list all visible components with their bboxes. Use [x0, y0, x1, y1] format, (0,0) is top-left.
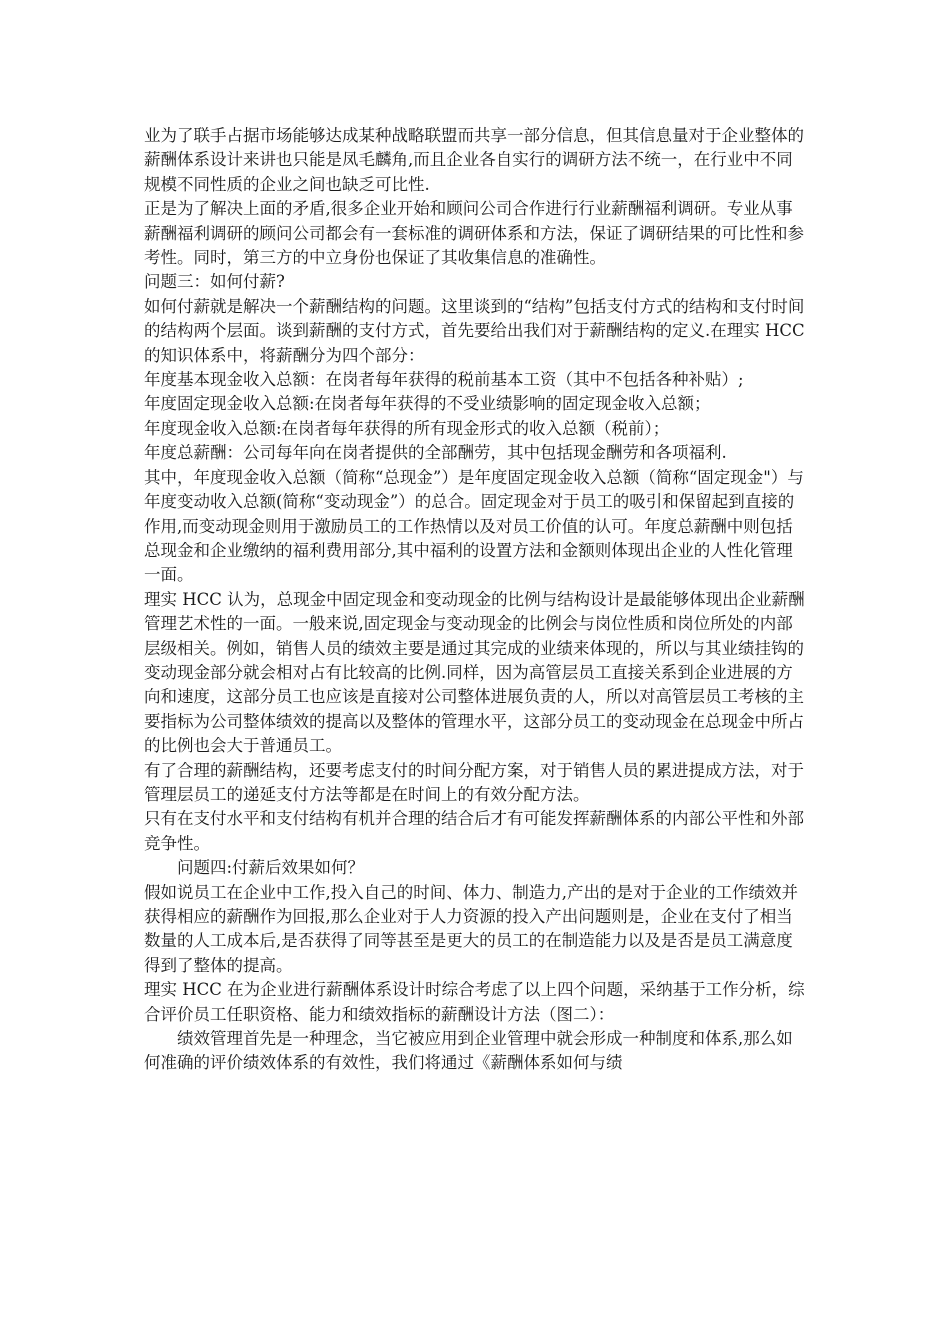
- paragraph-survey-limits: 业为了联手占据市场能够达成某种战略联盟而共享一部分信息，但其信息量对于企业整体的薪酬体系设计来讲也只能是凤毛麟角,而且企业各自实行的调研方法不统一，在行业中不同规模不同性质的企业之间也缺乏可比性.: [144, 126, 804, 194]
- paragraph-fairness-competitiveness: 只有在支付水平和支付结构有机并合理的结合后才有可能发挥薪酬体系的内部公平性和外部竞争性。: [144, 809, 804, 853]
- paragraph-annual-base-cash: 年度基本现金收入总额：在岗者每年获得的税前基本工资（其中不包括各种补贴）;: [144, 370, 744, 390]
- heading-question-three: 问题三：如何付薪?: [144, 272, 285, 292]
- paragraph-input-output: 假如说员工在企业中工作,投入自己的时间、体力、制造力,产出的是对于企业的工作绩效并获得相应的薪酬作为回报,那么企业对于人力资源的投入产出问题则是，企业在支付了相当数量的人工成本后,是否获得了同等甚至是更大的员工的在制造能力以及是否是员工满意度得到了整体的提高。: [144, 882, 798, 975]
- paragraph-annual-fixed-cash: 年度固定现金收入总额:在岗者每年获得的不受业绩影响的固定现金收入总额；: [144, 394, 711, 414]
- paragraph-fixed-variable-ratio: 理实 HCC 认为，总现金中固定现金和变动现金的比例与结构设计是最能够体现出企业薪酬管理艺术性的一面。一般来说,固定现金与变动现金的比例会与岗位性质和岗位所处的内部层级相关。例如，销售人员的绩效主要是通过其完成的业绩来体现的，所以与其业绩挂钩的变动现金部分就会相对占有比较高的比例.同样，因为高管层员工直接关系到企业进展的方向和速度，这部分员工也应该是直接对公司整体进展负责的人，所以对高管层员工考核的主要指标为公司整体绩效的提高以及整体的管理水平，这部分员工的变动现金在总现金中所占的比例也会大于普通员工。: [144, 589, 805, 756]
- paragraph-pay-structure-intro: 如何付薪就是解决一个薪酬结构的问题。这里谈到的“结构”包括支付方式的结构和支付时间的结构两个层面。谈到薪酬的支付方式，首先要给出我们对于薪酬结构的定义.在理实 HCC 的知识体系中，将薪酬分为四个部分：: [144, 296, 805, 365]
- paragraph-cash-composition: 其中，年度现金收入总额（简称“总现金”）是年度固定现金收入总额（简称“固定现金"）与年度变动收入总额(简称“变动现金”）的总合。固定现金对于员工的吸引和保留起到直接的作用,而变动现金则用于激励员工的工作热情以及对员工价值的认可。年度总薪酬中则包括总现金和企业缴纳的福利费用部分,其中福利的设置方法和金额则体现出企业的人性化管理一面。: [144, 467, 804, 585]
- paragraph-payment-timing: 有了合理的薪酬结构，还要考虑支付的时间分配方案，对于销售人员的累进提成方法，对于管理层员工的递延支付方法等都是在时间上的有效分配方法。: [144, 760, 804, 804]
- paragraph-hcc-design-method: 理实 HCC 在为企业进行薪酬体系设计时综合考虑了以上四个问题，采纳基于工作分析，综合评价员工任职资格、能力和绩效指标的薪酬设计方法（图二）：: [144, 980, 805, 1024]
- paragraph-annual-total-cash: 年度现金收入总额:在岗者每年获得的所有现金形式的收入总额（税前）；: [144, 418, 670, 438]
- paragraph-performance-management: 绩效管理首先是一种理念，当它被应用到企业管理中就会形成一种制度和体系,那么如何准确的评价绩效体系的有效性，我们将通过《薪酬体系如何与绩: [144, 1029, 793, 1073]
- paragraph-annual-total-compensation: 年度总薪酬：公司每年向在岗者提供的全部酬劳，其中包括现金酬劳和各项福利.: [144, 443, 727, 463]
- heading-question-four: 问题四:付薪后效果如何？: [177, 858, 365, 878]
- document-body: [144, 124, 806, 1076]
- paragraph-consulting-survey: 正是为了解决上面的矛盾,很多企业开始和顾问公司合作进行行业薪酬福利调研。专业从事薪酬福利调研的顾问公司都会有一套标准的调研体系和方法，保证了调研结果的可比性和参考性。同时，第三方的中立身份也保证了其收集信息的准确性。: [144, 199, 804, 268]
